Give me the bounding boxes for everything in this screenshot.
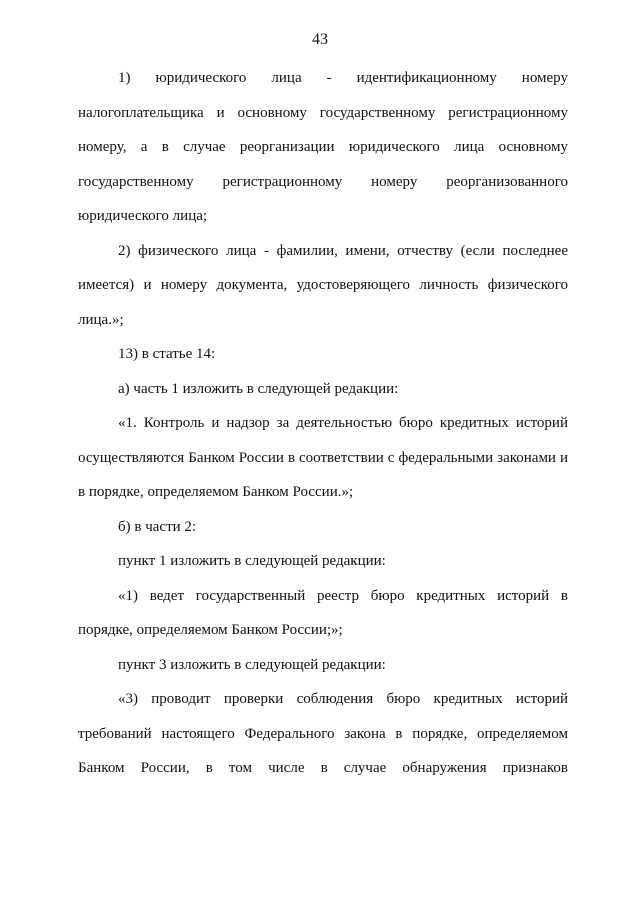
paragraph-item-3-text: «3) проводит проверки соблюдения бюро кредитных историй требований настоящего Федерального закона в порядке, определяемом Банком России, в том числе в случае обнаружения признаков — [78, 691, 568, 776]
paragraph-article-14: 13) в статье 14: — [118, 346, 216, 362]
paragraph-item-3-heading: пункт 3 изложить в следующей редакции: — [118, 656, 386, 673]
page-number: 43 — [312, 31, 328, 48]
paragraph-legal-entity: 1) юридического лица - идентификационному номеру налогоплательщика и основному государственному регистрационному номеру, а в случае реорганизации юридического лица основному государственному регистрационному номеру реорганизованного юридического лица; — [78, 70, 568, 224]
paragraph-natural-person: 2) физического лица - фамилии, имени, отчеству (если последнее имеется) и номеру документа, удостоверяющего личность физического лица.»; — [78, 242, 568, 328]
paragraph-part-1-heading: а) часть 1 изложить в следующей редакции: — [118, 380, 399, 397]
paragraph-item-1-heading: пункт 1 изложить в следующей редакции: — [118, 553, 386, 569]
paragraph-part-1-text: «1. Контроль и надзор за деятельностью бюро кредитных историй осуществляются Банком России в соответствии с федеральными законами и в порядке, определяемом Банком России.»; — [78, 415, 568, 500]
document-body — [78, 61, 568, 786]
paragraph-item-1-text: «1) ведет государственный реестр бюро кредитных историй в порядке, определяемом Банком России;»; — [78, 587, 568, 638]
paragraph-part-2-heading: б) в части 2: — [118, 518, 197, 535]
